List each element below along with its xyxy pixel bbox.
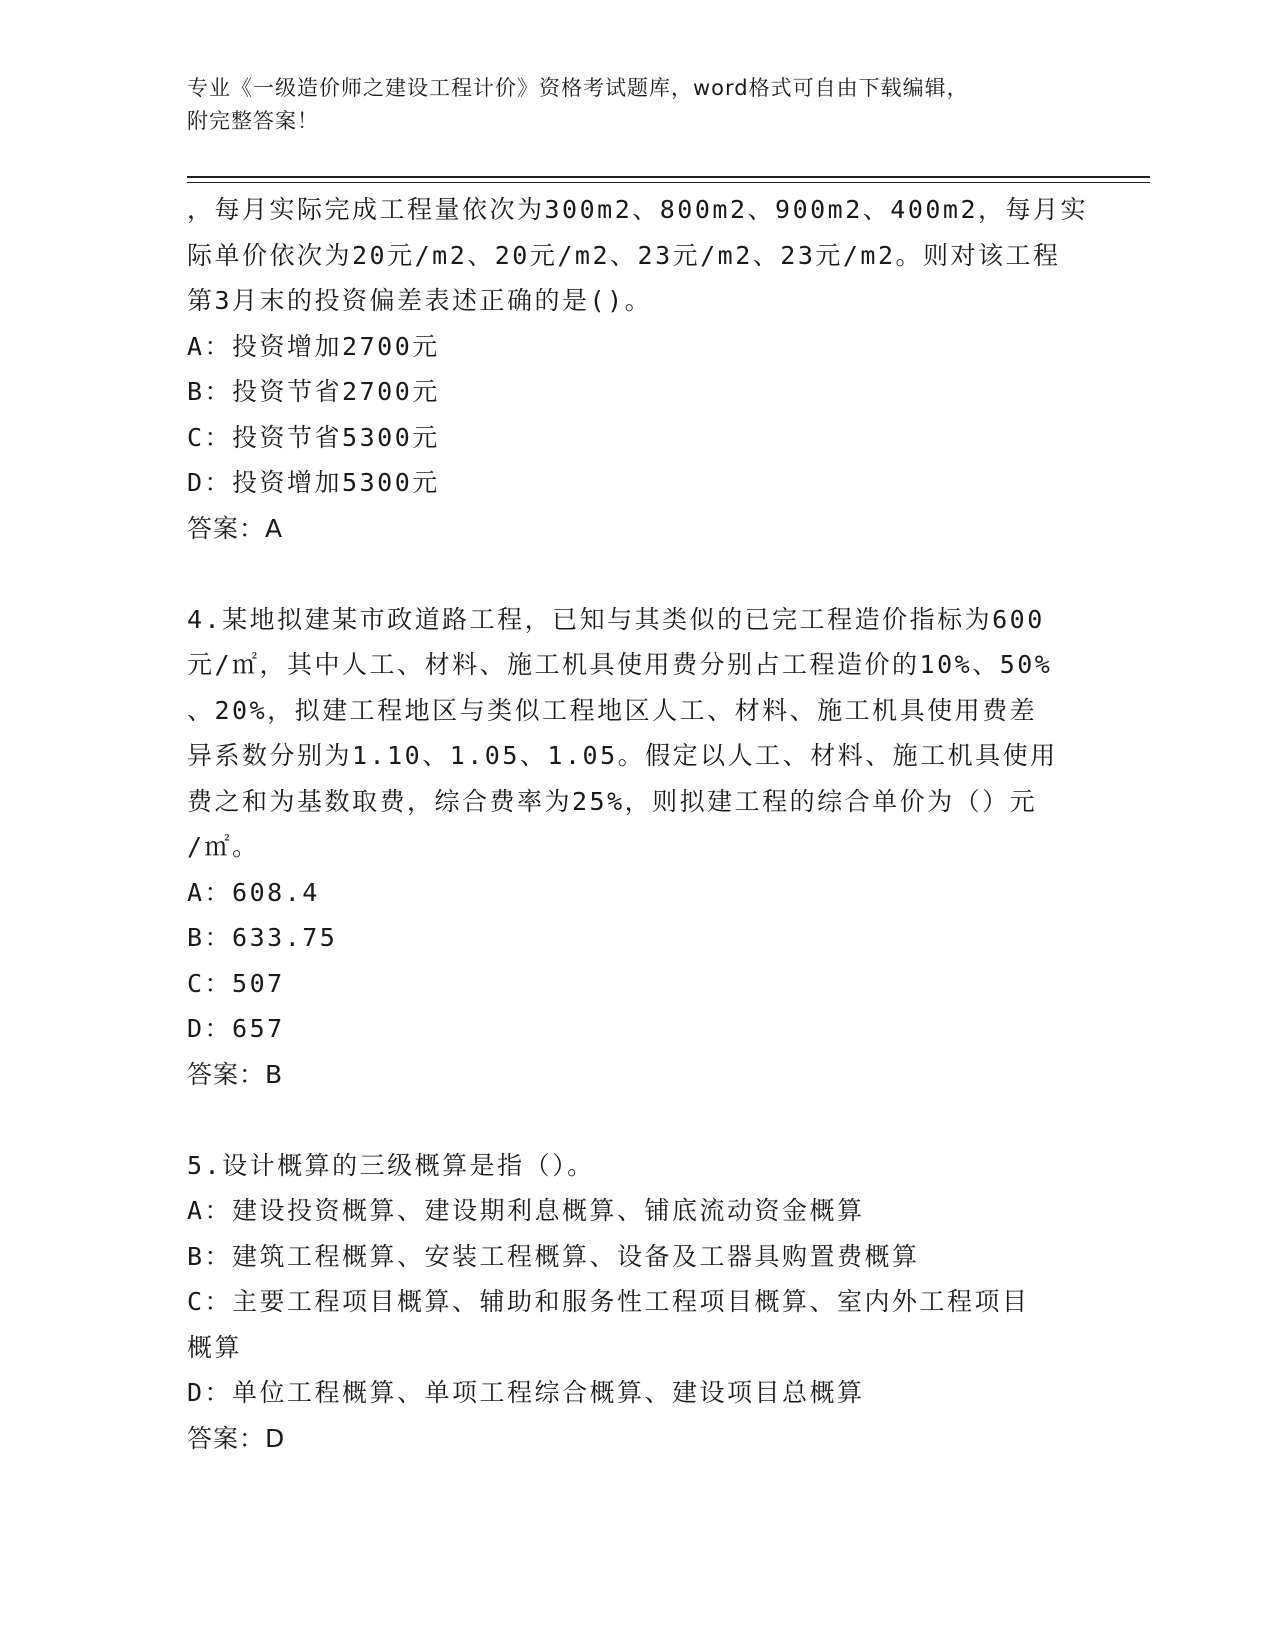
question-3 — [187, 187, 1087, 551]
question-4-option-a: A：608.4 — [187, 877, 320, 907]
question-4-option-c: C：507 — [187, 968, 285, 998]
question-4-text-line-3: 、20%，拟建工程地区与类似工程地区人工、材料、施工机具使用费差 — [187, 695, 1038, 725]
question-4 — [187, 597, 1087, 1098]
question-4-text-line-1: 4.某地拟建某市政道路工程，已知与其类似的已完工程造价指标为600 — [187, 604, 1045, 634]
question-3-answer: 答案：A — [187, 513, 284, 543]
question-5-option-d: D：单位工程概算、单项工程综合概算、建设项目总概算 — [187, 1378, 865, 1407]
question-3-option-d: D：投资增加5300元 — [187, 468, 440, 497]
page-header — [187, 72, 1077, 138]
question-4-option-d: D：657 — [187, 1014, 285, 1043]
question-5-text-line-1: 5.设计概算的三级概算是指（）。 — [187, 1150, 595, 1180]
question-4-option-b: B：633.75 — [187, 923, 338, 952]
question-3-option-b: B：投资节省2700元 — [187, 377, 440, 406]
question-4-text-line-6: /㎡。 — [187, 832, 260, 861]
question-3-option-c: C：投资节省5300元 — [187, 422, 440, 452]
question-4-text-line-4: 异系数分别为1.10、1.05、1.05。假定以人工、材料、施工机具使用 — [187, 741, 1058, 770]
question-4-answer: 答案：B — [187, 1059, 284, 1089]
question-4-text-line-5: 费之和为基数取费，综合费率为25%，则拟建工程的综合单价为（）元 — [187, 786, 1038, 816]
spacer — [187, 551, 1087, 597]
question-5-option-b: B：建筑工程概算、安装工程概算、设备及工器具购置费概算 — [187, 1241, 920, 1271]
question-content — [187, 187, 1087, 1461]
header-divider-thin — [187, 182, 1150, 183]
header-divider-thick — [187, 176, 1150, 178]
question-3-text-line-3: 第3月末的投资偏差表述正确的是()。 — [187, 286, 653, 315]
question-5 — [187, 1143, 1087, 1462]
question-3-option-a: A：投资增加2700元 — [187, 331, 440, 361]
question-4-text-line-2: 元/㎡，其中人工、材料、施工机具使用费分别占工程造价的10%、50% — [187, 650, 1053, 679]
header-line-1: 专业《一级造价师之建设工程计价》资格考试题库，word格式可自由下载编辑， — [187, 76, 969, 100]
question-5-option-c-line-2: 概算 — [187, 1332, 243, 1362]
question-5-option-c-line-1: C：主要工程项目概算、辅助和服务性工程项目概算、室内外工程项目 — [187, 1287, 1030, 1316]
question-5-answer: 答案：D — [187, 1423, 286, 1453]
spacer — [187, 1097, 1087, 1143]
question-3-text-line-2: 际单价依次为20元/m2、20元/m2、23元/m2、23元/m2。则对该工程 — [187, 240, 1061, 270]
question-3-text-line-1: ，每月实际完成工程量依次为300m2、800m2、900m2、400m2，每月实 — [187, 195, 1089, 224]
header-line-2: 附完整答案！ — [187, 109, 319, 133]
question-5-option-a: A：建设投资概算、建设期利息概算、铺底流动资金概算 — [187, 1196, 865, 1225]
